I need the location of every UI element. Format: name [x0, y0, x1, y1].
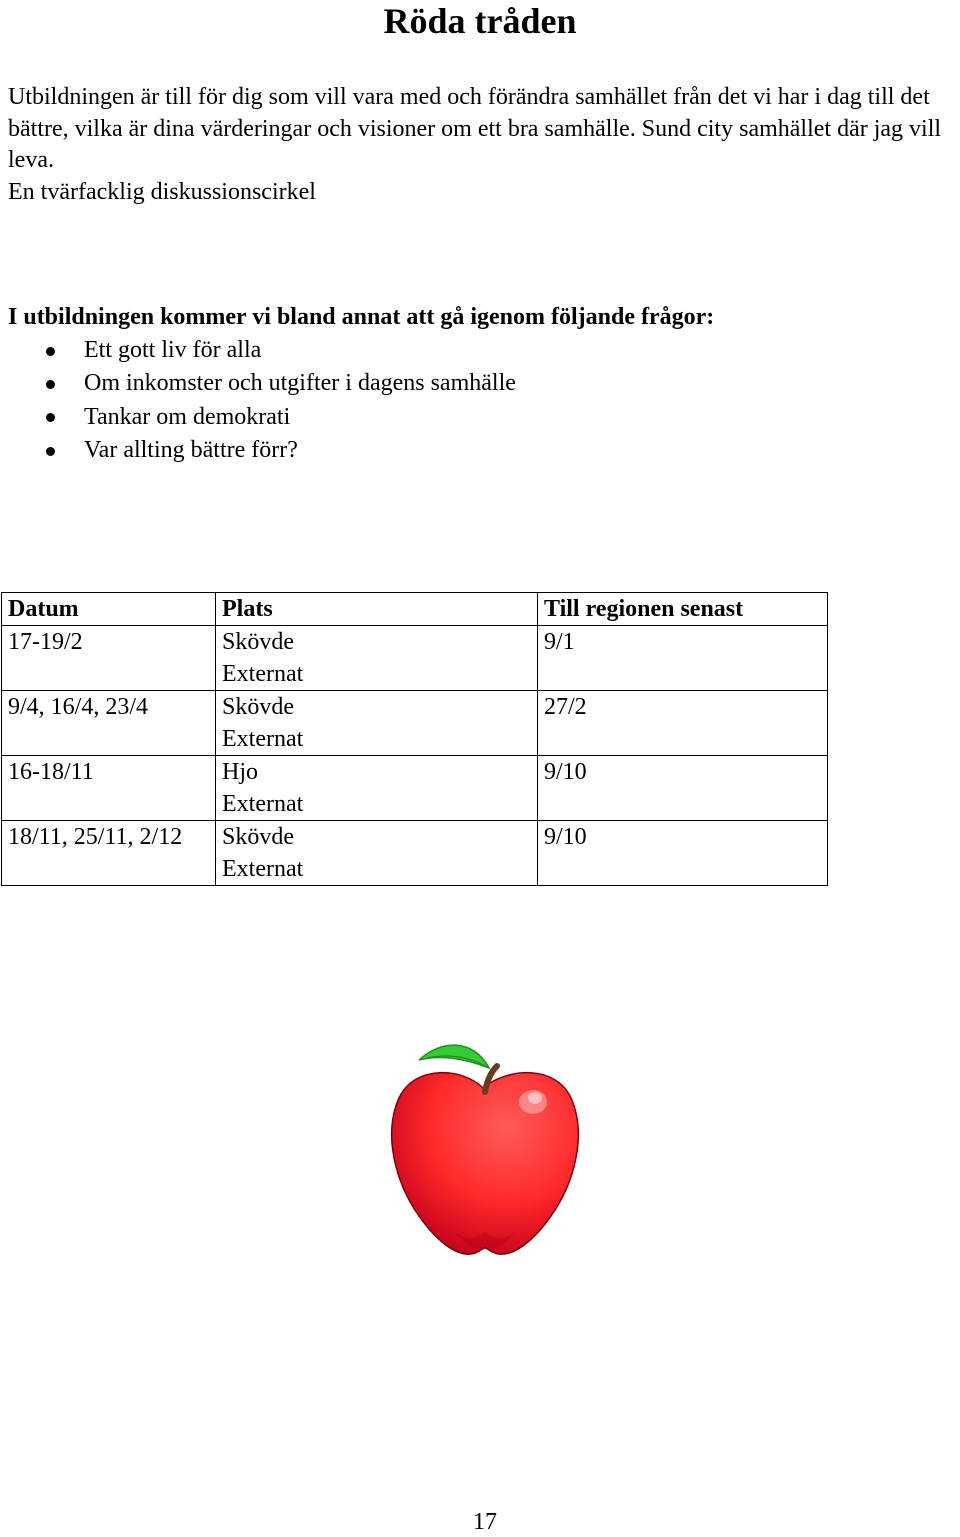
schedule-table — [1, 592, 828, 886]
topics-heading: I utbildningen kommer vi bland annat att gå igenom följande frågor: — [8, 304, 715, 330]
date-cell: 17-19/2 — [2, 626, 216, 691]
table-row — [2, 756, 828, 821]
topic-text: Ett gott liv för alla — [84, 337, 262, 363]
place-name: Skövde — [222, 694, 294, 720]
place-name: Skövde — [222, 824, 294, 850]
list-item — [0, 334, 516, 367]
table-row — [2, 626, 828, 691]
page-title: Röda tråden — [383, 1, 577, 41]
topic-text: Om inkomster och utgifter i dagens samhälle — [84, 370, 516, 397]
table-row — [2, 821, 828, 886]
course-type: Externat — [222, 661, 304, 687]
list-item — [0, 434, 516, 467]
bullet-icon — [46, 347, 55, 356]
place-cell — [216, 691, 538, 756]
topic-text: Var allting bättre förr? — [84, 437, 298, 464]
course-type: Externat — [222, 726, 304, 752]
topics-list — [0, 334, 516, 468]
bullet-icon — [46, 413, 55, 422]
page-number: 17 — [473, 1509, 497, 1535]
bullet-icon — [46, 447, 55, 456]
apple-highlight-small — [528, 1092, 542, 1104]
place-cell — [216, 821, 538, 886]
deadline-cell: 9/1 — [538, 626, 828, 691]
date-cell: 16-18/11 — [2, 756, 216, 821]
course-type: Externat — [222, 791, 304, 817]
intro-subtitle: En tvärfacklig diskussionscirkel — [8, 178, 316, 205]
topic-text: Tankar om demokrati — [84, 403, 291, 430]
deadline-cell: 9/10 — [538, 756, 828, 821]
column-header-date: Datum — [2, 593, 216, 626]
deadline-cell: 27/2 — [538, 691, 828, 756]
place-cell — [216, 756, 538, 821]
date-cell: 9/4, 16/4, 23/4 — [2, 691, 216, 756]
apple-body — [392, 1073, 579, 1254]
list-item — [0, 367, 516, 400]
column-header-place: Plats — [216, 593, 538, 626]
place-cell — [216, 626, 538, 691]
list-item — [0, 401, 516, 434]
place-name: Hjo — [222, 759, 258, 785]
place-name: Skövde — [222, 629, 294, 655]
red-apple-icon — [385, 1032, 585, 1262]
table-header-row — [2, 593, 828, 626]
intro-text — [8, 82, 958, 208]
course-type: Externat — [222, 856, 304, 882]
bullet-icon — [46, 380, 55, 389]
table-row — [2, 691, 828, 756]
column-header-deadline: Till regionen senast — [538, 593, 828, 626]
deadline-cell: 9/10 — [538, 821, 828, 886]
date-cell: 18/11, 25/11, 2/12 — [2, 821, 216, 886]
intro-paragraph: Utbildningen är till för dig som vill vara med och förändra samhället från det vi har i dag till det bättre, vilka är dina värderingar och visioner om ett bra samhälle. Sund city samhället där jag vill leva. — [8, 84, 942, 173]
